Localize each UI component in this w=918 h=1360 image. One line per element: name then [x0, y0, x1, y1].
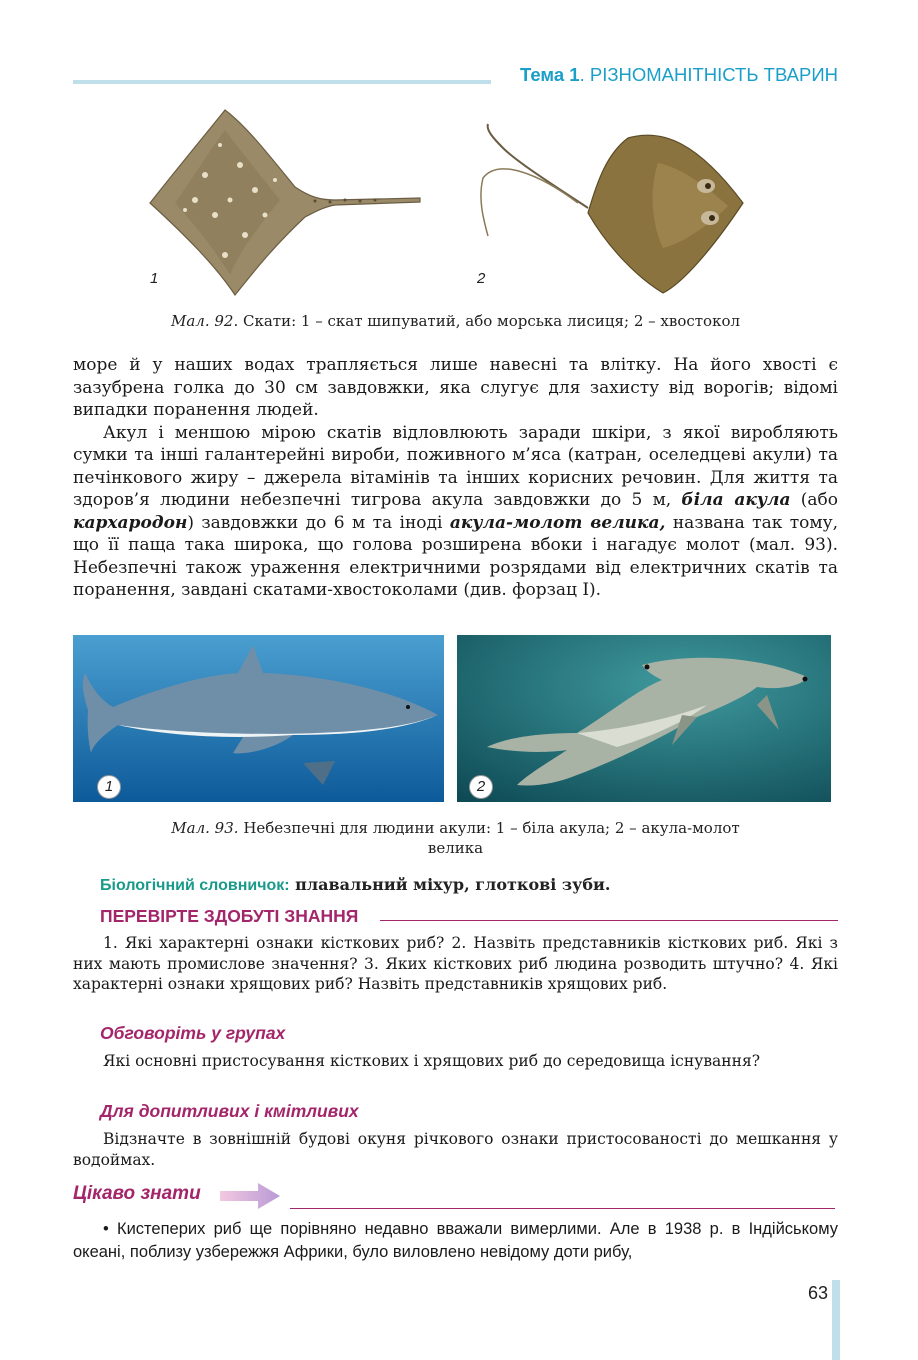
curious-task: Відзначте в зовнішній будові окуня річкового ознаки пристосованості до мешкання у водоймах. [73, 1130, 838, 1169]
paragraph-2-part: ) завдовжки до 6 м та іноді [187, 512, 450, 533]
check-knowledge-rule [380, 920, 838, 921]
interesting-text [73, 1218, 838, 1264]
paragraph-2-part: (або [790, 490, 838, 510]
topic-header [520, 64, 838, 86]
page-edge-bar [832, 1280, 840, 1360]
figure-93-caption-line2: велика [427, 839, 484, 857]
check-knowledge-text [73, 933, 838, 995]
glossary [100, 875, 610, 895]
check-knowledge-heading: ПЕРЕВІРТЕ ЗДОБУТІ ЗНАННЯ [100, 906, 359, 926]
figure-92-caption-text: Скати: 1 – скат шипуватий, або морська лисиця; 2 – хвостокол [238, 312, 741, 330]
figure-93-caption [73, 818, 838, 858]
term-hammerhead: акула-молот велика, [449, 512, 666, 533]
figure-92-label-2: 2 [477, 270, 486, 287]
header-rule [73, 80, 491, 84]
figure-93-caption-prefix: Мал. 93. [171, 819, 239, 837]
discuss-question: Які основні пристосування кісткових і хрящових риб до середовища існування? [103, 1052, 761, 1070]
figure-93-badge-1: 1 [97, 775, 121, 799]
paragraph-2-part: названа так тому, що її паща така широка, що голова розширена вбоки і нагадує молот (мал. 93). Небезпечні також ураження електричними розрядами від електричних скатів та поранення, завдані скатами-хвостоколами (див. форзац І). [73, 512, 838, 600]
hammerhead-shark-photo [457, 635, 831, 802]
discuss-text [73, 1051, 838, 1072]
topic-title: . РІЗНОМАНІТНІСТЬ ТВАРИН [579, 64, 838, 85]
page-number: 63 [807, 1283, 828, 1303]
glossary-label: Біологічний словничок [100, 877, 285, 894]
figure-93-badge-2: 2 [469, 775, 493, 799]
figure-92-caption [73, 312, 838, 330]
arrow-right-icon [220, 1181, 282, 1211]
topic-label: Тема 1 [519, 64, 580, 85]
glossary-terms: плавальний міхур, глоткові зуби. [289, 875, 611, 894]
term-white-shark: біла акула [681, 490, 791, 510]
white-shark-photo [73, 635, 444, 802]
figure-92-label-1: 1 [150, 270, 159, 287]
paragraph-2-part: Акул і меншою мірою скатів відловлюють заради шкіри, з якої виробляють сумки та інші галантерейні вироби, поживного м’яса (катран, оселедцеві акули) та печінкового жиру – джерела вітамінів та інших корисних речовин. Для життя та здоров’я людини небезпечні тигрова акула завдовжки до 5 м, [73, 422, 838, 510]
discuss-heading: Обговоріть у групах [100, 1023, 286, 1043]
body-text [73, 354, 838, 602]
figure-93-caption-line1: Небезпечні для людини акули: 1 – біла акула; 2 – акула-молот [238, 819, 740, 837]
interesting-heading: Цікаво знати [73, 1183, 201, 1204]
paragraph-1: море й у наших водах трапляється лише навесні та влітку. На його хвості є зазубрена голка до 30 см завдовжки, яка слугує для захисту від ворогів; відомі випадки поранення людей. [73, 355, 838, 420]
paragraph-2 [73, 422, 838, 602]
figure-92-caption-prefix: Мал. 92. [170, 312, 239, 330]
curious-heading: Для допитливих і кмітливих [100, 1101, 359, 1121]
check-knowledge-questions: 1. Які характерні ознаки кісткових риб? 2. Назвіть представників кісткових риб. Які з них мають промислове значення? 3. Яких кісткових риб людина розводить штучно? 4. Які характерні ознаки хрящових риб? Назвіть представників хрящових риб. [73, 934, 838, 993]
thornback-ray-image [145, 105, 425, 300]
stingray-image [478, 118, 760, 298]
interesting-paragraph: • Кистеперих риб ще порівняно недавно вважали вимерлими. Але в 1938 р. в Індійському океані, поблизу узбережжя Африки, було виловлено невідому доти рибу, [73, 1220, 838, 1261]
term-carcharodon: кархародон [73, 512, 188, 533]
curious-text [73, 1129, 838, 1170]
glossary-colon: : [284, 877, 290, 894]
interesting-rule [290, 1208, 835, 1209]
